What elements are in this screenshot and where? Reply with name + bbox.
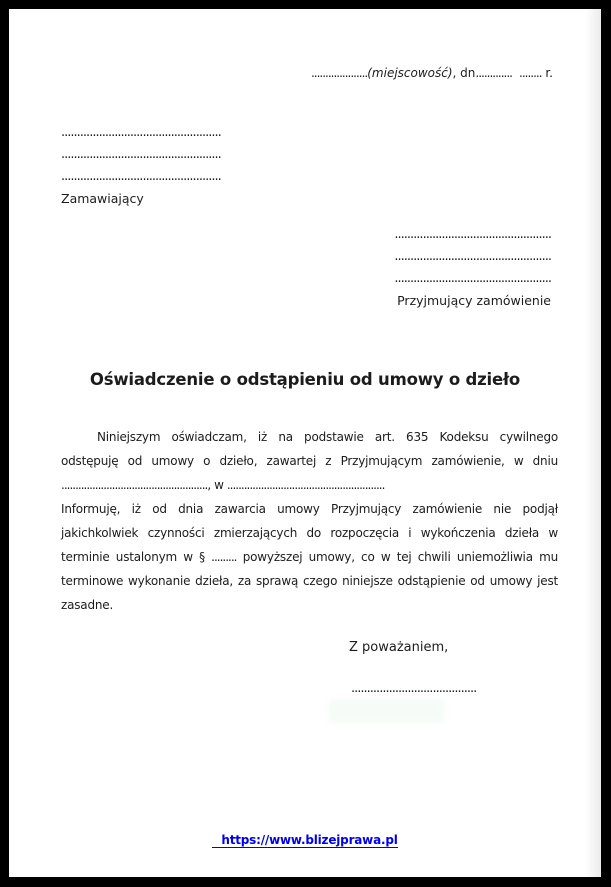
ordering-party-block — [61, 122, 221, 207]
ordering-party-blank-1: ................................................... — [61, 125, 221, 140]
contractor-label: Przyjmujący zamówienie — [397, 293, 551, 308]
body-line-6-prefix: terminie ustalonym w § — [61, 550, 205, 564]
paragraph-number-blank-field: ......... — [211, 550, 237, 564]
contractor-blank-2: .................................................. — [394, 249, 551, 264]
body-line-4: Informuję, iż od dnia zawarcia umowy Przyjmujący zamówienie nie podjął — [61, 502, 558, 516]
body-line-8: zasadne. — [61, 598, 114, 612]
contractor-blank-3: .................................................. — [394, 271, 551, 286]
body-line-3 — [61, 473, 558, 497]
date-blank-field: ............. — [475, 66, 512, 80]
body-line-5: jakichkolwiek czynności zmierzających do rozpoczęcia i wykończenia dzieła w — [61, 526, 558, 540]
closing-phrase: Z poważaniem, — [349, 640, 449, 655]
contract-place-blank-field: ........................................................ — [226, 478, 385, 492]
day-blank-field: ........ — [519, 66, 542, 80]
contractor-blank-1: .................................................. — [394, 227, 551, 242]
place-blank-field: .................... — [310, 66, 368, 80]
document-page — [9, 9, 601, 877]
ordering-party-blank-3: ................................................... — [61, 169, 221, 184]
ordering-party-blank-2: ................................................... — [61, 147, 221, 162]
signature-blank-field: ........................................ — [351, 681, 477, 696]
body-line-1: Niniejszym oświadczam, iż na podstawie art. 635 Kodeksu cywilnego — [97, 430, 558, 444]
date-prefix: , dn — [452, 66, 476, 80]
declaration-body — [61, 425, 558, 617]
body-line-6-suffix: powyższej umowy, co w tej chwili uniemożliwia mu — [242, 550, 558, 564]
footer — [9, 829, 601, 848]
footer-website-link[interactable]: https://www.blizejprawa.pl — [212, 833, 397, 848]
place-date-line — [311, 66, 553, 80]
document-title: Oświadczenie o odstąpieniu od umowy o dzieło — [89, 370, 521, 389]
contract-date-blank-field: .................................................... — [61, 478, 208, 492]
place-label: (miejscowość) — [367, 66, 453, 80]
year-suffix: r. — [545, 66, 553, 80]
scan-artifact — [329, 699, 444, 723]
contractor-block — [394, 224, 551, 309]
body-line-3-connector: , w — [207, 478, 227, 492]
ordering-party-label: Zamawiający — [61, 191, 144, 206]
body-line-2: odstępuję od umowy o dzieło, zawartej z Przyjmującym zamówienie, w dniu — [61, 454, 558, 468]
body-line-7: terminowe wykonanie dzieła, za sprawą czego niniejsze odstąpienie od umowy jest — [61, 574, 558, 588]
body-line-6 — [61, 545, 558, 569]
